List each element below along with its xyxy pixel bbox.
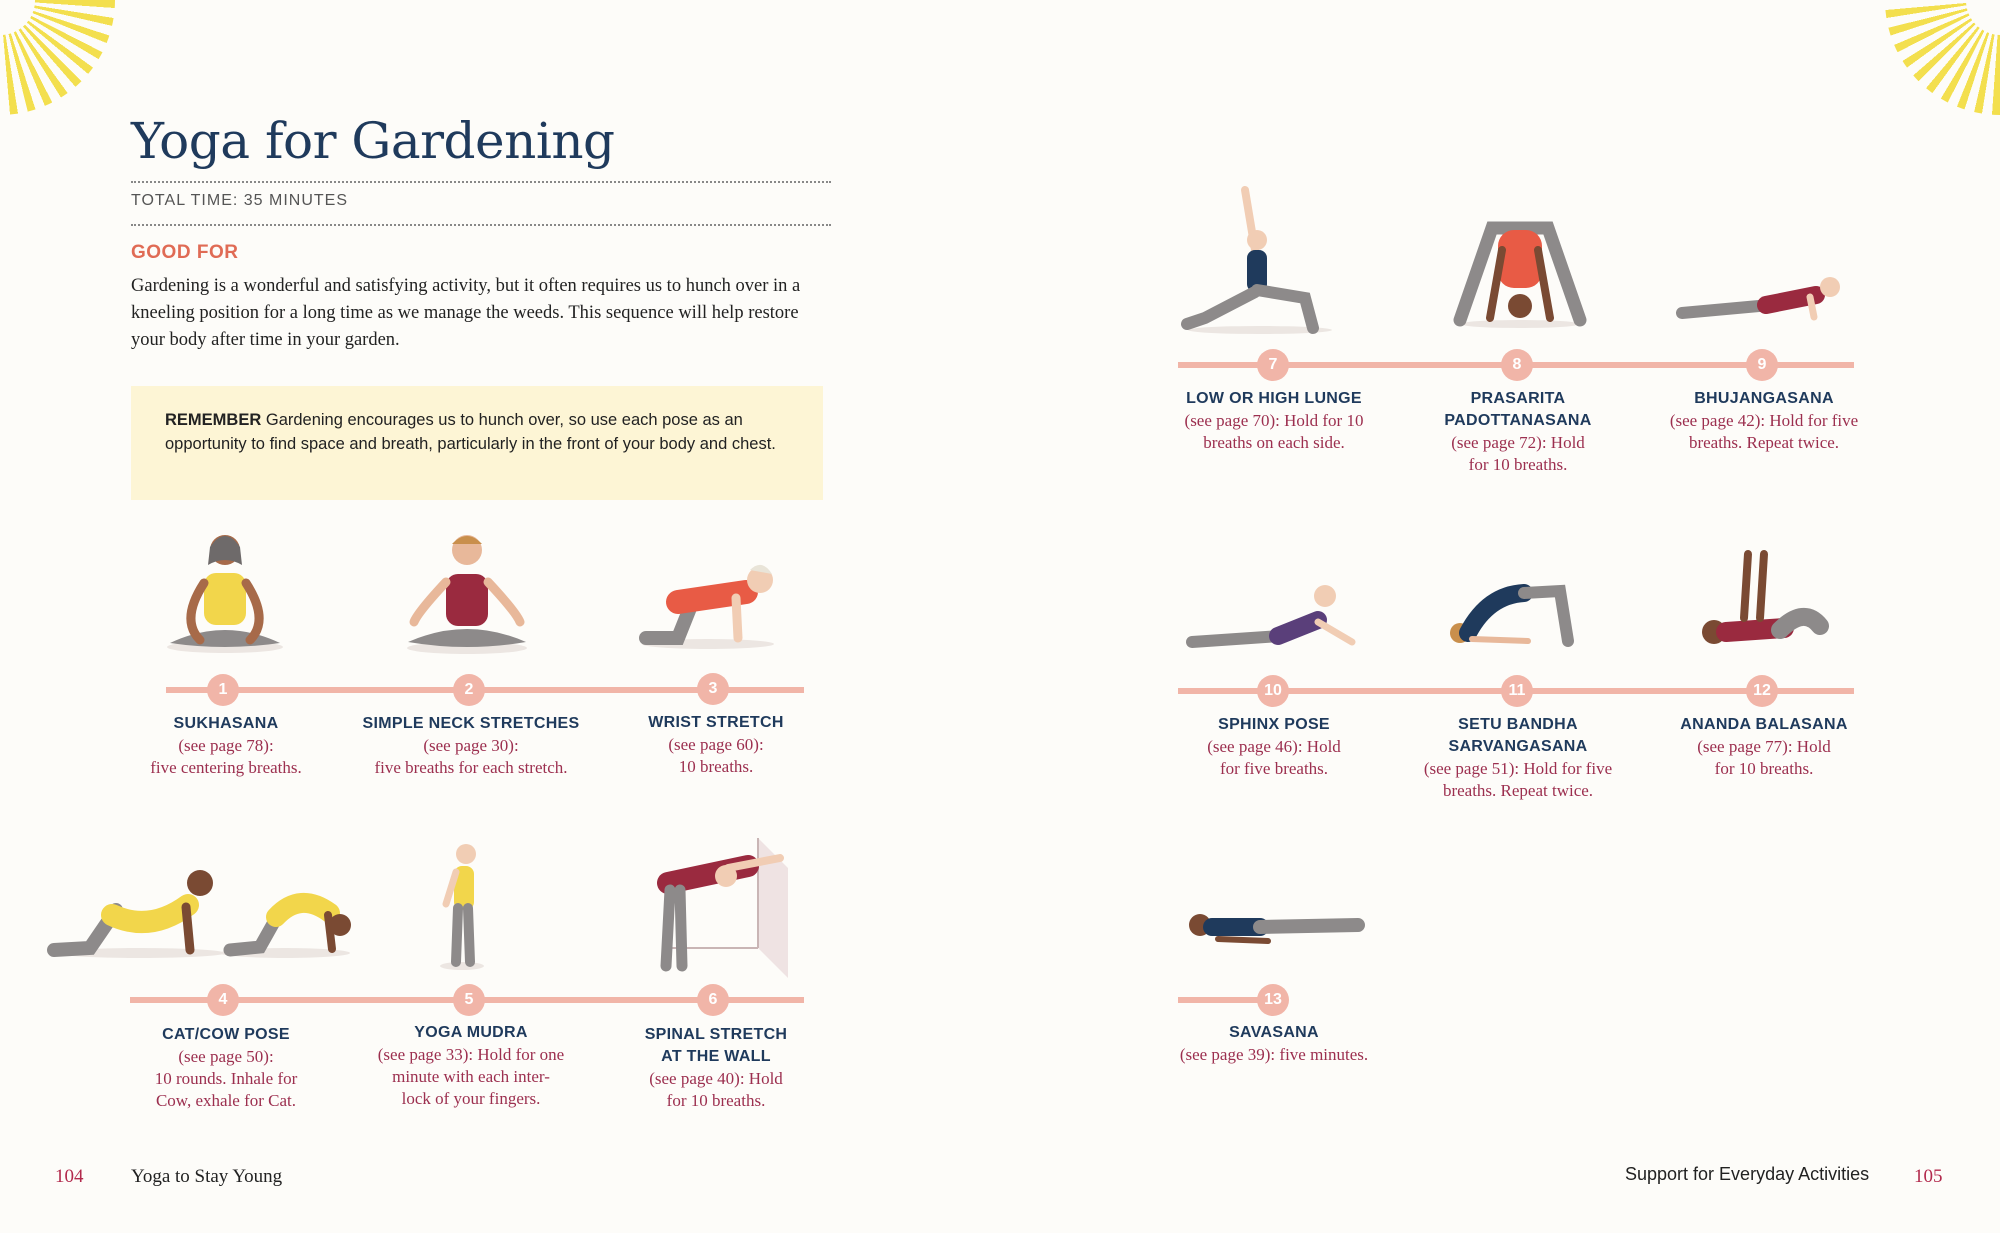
remember-callout bbox=[131, 386, 823, 500]
decorative-burst-left bbox=[0, 0, 115, 115]
pose-number-7: 7 bbox=[1257, 349, 1289, 381]
pose-description: (see page 50): 10 rounds. Inhale for Cow, exhale for Cat. bbox=[154, 1047, 298, 1110]
pose-4 bbox=[106, 1024, 346, 1112]
pose-number-1: 1 bbox=[207, 674, 239, 706]
wrist-stretch-illustration bbox=[638, 552, 778, 652]
pose-name: PRASARITA PADOTTANASANA bbox=[1444, 390, 1592, 429]
intro-paragraph: Gardening is a wonderful and satisfying activity, but it often requires us to hunch over in a kneeling position for a long time as we manage the weeds. This sequence will help restore your body after time in your garden. bbox=[131, 276, 801, 350]
pose-12 bbox=[1644, 714, 1884, 780]
pose-description: (see page 42): Hold for five breaths. Repeat twice. bbox=[1669, 411, 1859, 452]
pose-number-11: 11 bbox=[1501, 675, 1533, 707]
pose-number-9: 9 bbox=[1746, 349, 1778, 381]
pose-number-5: 5 bbox=[453, 984, 485, 1016]
remember-label: REMEMBER bbox=[165, 411, 262, 429]
lunge-illustration bbox=[1185, 190, 1335, 335]
pose-description: (see page 51): Hold for five breaths. Repeat twice. bbox=[1423, 759, 1613, 800]
pose-description: (see page 30): five breaths for each stretch. bbox=[374, 736, 568, 777]
pose-number-3: 3 bbox=[697, 673, 729, 705]
pose-name: BHUJANGASANA bbox=[1694, 390, 1834, 407]
pose-2 bbox=[351, 713, 591, 779]
pose-5 bbox=[351, 1022, 591, 1110]
pose-name: SAVASANA bbox=[1229, 1024, 1319, 1041]
pose-name: SUKHASANA bbox=[173, 715, 279, 732]
pose-description: (see page 33): Hold for one minute with each inter- lock of your fingers. bbox=[377, 1045, 565, 1108]
sphinx-pose-illustration bbox=[1190, 580, 1360, 650]
pose-name: LOW OR HIGH LUNGE bbox=[1186, 390, 1362, 407]
pose-7 bbox=[1154, 388, 1394, 454]
pose-name: WRIST STRETCH bbox=[648, 714, 784, 731]
pose-number-2: 2 bbox=[453, 674, 485, 706]
cat-cow-illustration bbox=[50, 855, 350, 960]
setu-bandha-illustration bbox=[1448, 585, 1593, 647]
pose-name: CAT/COW POSE bbox=[162, 1026, 290, 1043]
divider-bottom bbox=[131, 224, 831, 226]
pose-description: (see page 60): 10 breaths. bbox=[668, 735, 764, 776]
prasarita-padottanasana-illustration bbox=[1450, 220, 1590, 328]
good-for-heading: GOOD FOR bbox=[131, 242, 239, 263]
pose-number-13: 13 bbox=[1257, 984, 1289, 1016]
pose-description: (see page 46): Hold for five breaths. bbox=[1207, 737, 1341, 778]
pose-name: SETU BANDHA SARVANGASANA bbox=[1448, 716, 1588, 755]
pose-name: ANANDA BALASANA bbox=[1680, 716, 1848, 733]
pose-number-8: 8 bbox=[1501, 349, 1533, 381]
pose-name: YOGA MUDRA bbox=[414, 1024, 528, 1041]
pose-name: SPINAL STRETCH AT THE WALL bbox=[644, 1026, 788, 1065]
pose-description: (see page 77): Hold for 10 breaths. bbox=[1697, 737, 1831, 778]
remember-text: Gardening encourages us to hunch over, so use each pose as an opportunity to find space and breath, particularly in the front of your body and chest. bbox=[165, 411, 776, 453]
left-running-title: Yoga to Stay Young bbox=[131, 1166, 283, 1187]
pose-1 bbox=[106, 713, 346, 779]
page-title: Yoga for Gardening bbox=[131, 112, 615, 170]
pose-3 bbox=[596, 712, 836, 778]
pose-8 bbox=[1398, 388, 1638, 476]
pose-9 bbox=[1644, 388, 1884, 454]
spinal-stretch-wall-illustration bbox=[648, 838, 788, 978]
pose-11 bbox=[1398, 714, 1638, 802]
pose-description: (see page 39): five minutes. bbox=[1179, 1045, 1369, 1064]
left-page-number: 104 bbox=[55, 1166, 84, 1187]
ananda-balasana-illustration bbox=[1700, 548, 1830, 653]
neck-stretch-illustration bbox=[400, 522, 535, 662]
pose-name: SIMPLE NECK STRETCHES bbox=[362, 715, 580, 732]
decorative-burst-right bbox=[1885, 0, 2000, 115]
savasana-illustration bbox=[1188, 905, 1363, 950]
pose-number-10: 10 bbox=[1257, 675, 1289, 707]
bhujangasana-illustration bbox=[1680, 275, 1845, 325]
pose-name: SPHINX POSE bbox=[1218, 716, 1330, 733]
pose-number-6: 6 bbox=[697, 984, 729, 1016]
total-time: TOTAL TIME: 35 MINUTES bbox=[131, 192, 348, 209]
right-page-number: 105 bbox=[1914, 1166, 1943, 1187]
divider-top bbox=[131, 181, 831, 183]
pose-description: (see page 72): Hold for 10 breaths. bbox=[1451, 433, 1585, 474]
pose-number-12: 12 bbox=[1746, 675, 1778, 707]
pose-6 bbox=[596, 1024, 836, 1112]
sukhasana-illustration bbox=[160, 525, 290, 660]
pose-13 bbox=[1154, 1022, 1394, 1066]
pose-10 bbox=[1154, 714, 1394, 780]
pose-number-4: 4 bbox=[207, 984, 239, 1016]
yoga-mudra-illustration bbox=[432, 842, 492, 972]
pose-description: (see page 40): Hold for 10 breaths. bbox=[649, 1069, 783, 1110]
pose-description: (see page 70): Hold for 10 breaths on each side. bbox=[1184, 411, 1364, 452]
pose-description: (see page 78): five centering breaths. bbox=[150, 736, 302, 777]
right-running-title: Support for Everyday Activities bbox=[1625, 1164, 1870, 1184]
